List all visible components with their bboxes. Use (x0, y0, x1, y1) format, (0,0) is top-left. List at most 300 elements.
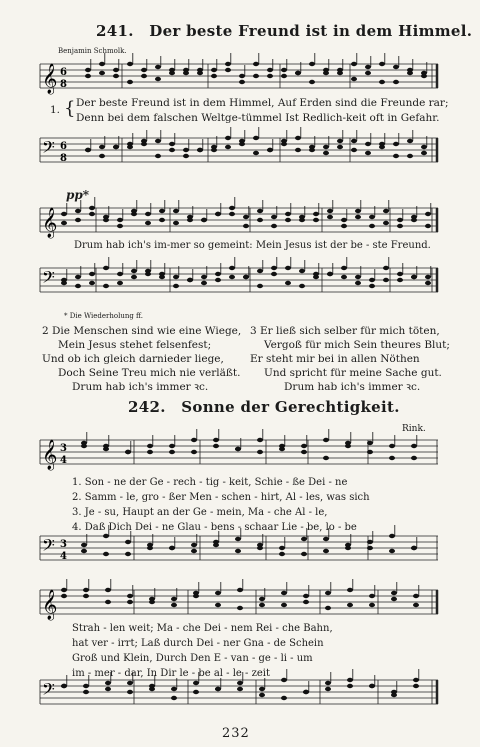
note-head (103, 444, 109, 448)
note-head (345, 444, 351, 448)
note-head (383, 221, 389, 225)
note-head (173, 284, 179, 288)
note-head (337, 139, 343, 143)
hymn-241-number: 241. (96, 22, 134, 40)
note-head (393, 65, 399, 69)
note-head (367, 450, 373, 454)
note-head (229, 266, 235, 270)
note-head (103, 552, 109, 556)
note-head (257, 450, 263, 454)
note-head (169, 546, 175, 550)
note-head (393, 80, 399, 84)
note-head (323, 549, 329, 553)
note-head (325, 591, 331, 595)
note-head (309, 145, 315, 149)
staff-241-s2-treble (40, 204, 440, 244)
note-head (299, 215, 305, 219)
note-head (85, 68, 91, 72)
note-head (83, 594, 89, 598)
note-head (391, 597, 397, 601)
note-head (411, 275, 417, 279)
hymn-241-title (96, 22, 472, 40)
note-head (303, 690, 309, 694)
staff-242-s1-bass (40, 532, 440, 572)
note-head (183, 148, 189, 152)
note-head (257, 209, 263, 213)
verse-241-1-line2: Denn bei dem falschen Weltge-tümmel Ist Redlich-keit oft in Gefahr. (76, 112, 440, 124)
note-head (383, 209, 389, 213)
footnote-241: * Die Wiederholung ff. (64, 312, 143, 320)
note-head (411, 546, 417, 550)
note-head (421, 74, 427, 78)
lyric-line: im - mer - dar, In Dir le - be al - le - zeit (72, 668, 270, 679)
note-head (389, 444, 395, 448)
verse-line: Und spricht für meine Sache gut. (264, 367, 442, 379)
note-head (327, 209, 333, 213)
note-head (127, 62, 133, 66)
note-head (325, 687, 331, 691)
note-head (325, 681, 331, 685)
note-head (141, 74, 147, 78)
note-head (83, 684, 89, 688)
note-head (279, 447, 285, 451)
note-head (237, 687, 243, 691)
note-head (147, 546, 153, 550)
note-head (229, 206, 235, 210)
note-head (243, 215, 249, 219)
note-head (215, 603, 221, 607)
svg-text:𝄢: 𝄢 (42, 535, 55, 559)
note-head (229, 212, 235, 216)
note-head (285, 266, 291, 270)
note-head (407, 139, 413, 143)
note-head (367, 441, 373, 445)
note-head (267, 74, 273, 78)
note-head (243, 275, 249, 279)
lyric-line: Groß und Klein, Durch Den E - van - ge - li - um (72, 653, 313, 664)
note-head (367, 540, 373, 544)
note-head (341, 266, 347, 270)
dynamic-marking: pp* (66, 188, 90, 202)
note-head (379, 62, 385, 66)
note-head (127, 681, 133, 685)
note-head (229, 275, 235, 279)
note-head (351, 139, 357, 143)
lyrics-242-row1 (72, 475, 370, 535)
note-head (355, 215, 361, 219)
note-head (369, 284, 375, 288)
note-head (89, 212, 95, 216)
note-head (383, 266, 389, 270)
note-head (391, 693, 397, 697)
note-head (257, 438, 263, 442)
hymn-241-title-text: Der beste Freund ist in dem Himmel. (149, 22, 473, 40)
note-head (197, 148, 203, 152)
note-head (191, 438, 197, 442)
note-head (285, 281, 291, 285)
note-head (295, 71, 301, 75)
brace: { (64, 98, 76, 119)
svg-text:𝄢: 𝄢 (42, 679, 55, 703)
note-head (281, 603, 287, 607)
note-head (351, 62, 357, 66)
note-head (323, 151, 329, 155)
note-head (155, 77, 161, 81)
note-head (235, 447, 241, 451)
lyric-line: 1. Son - ne der Ge - rech - tig - keit, Schie - ße Dei - ne (72, 477, 348, 488)
svg-text:4: 4 (60, 455, 67, 466)
note-head (145, 272, 151, 276)
note-head (127, 80, 133, 84)
hymn-242-title-text: Sonne der Gerechtigkeit. (181, 398, 400, 416)
note-head (299, 284, 305, 288)
note-head (271, 266, 277, 270)
svg-text:𝄞: 𝄞 (42, 208, 58, 238)
note-head (75, 275, 81, 279)
note-head (239, 74, 245, 78)
hymn-242-composer: Rink. (402, 424, 426, 434)
note-head (197, 68, 203, 72)
note-head (127, 600, 133, 604)
note-head (81, 444, 87, 448)
note-head (279, 546, 285, 550)
note-head (145, 221, 151, 225)
note-head (211, 68, 217, 72)
note-head (369, 224, 375, 228)
note-head (411, 444, 417, 448)
note-head (193, 690, 199, 694)
svg-text:𝄞: 𝄞 (42, 64, 58, 94)
note-head (347, 603, 353, 607)
note-head (171, 603, 177, 607)
note-head (253, 74, 259, 78)
note-head (303, 594, 309, 598)
note-head (105, 600, 111, 604)
note-head (159, 209, 165, 213)
note-head (369, 603, 375, 607)
note-head (211, 148, 217, 152)
note-head (323, 145, 329, 149)
note-head (103, 534, 109, 538)
note-head (389, 534, 395, 538)
note-head (187, 278, 193, 282)
note-head (413, 594, 419, 598)
note-head (103, 266, 109, 270)
note-head (89, 272, 95, 276)
note-head (325, 606, 331, 610)
note-head (125, 450, 131, 454)
verse-line: Mein Jesus stehet felsenfest; (58, 339, 212, 351)
note-head (397, 224, 403, 228)
note-head (257, 269, 263, 273)
note-head (113, 68, 119, 72)
note-head (155, 65, 161, 69)
staff-242-s2-bass (40, 676, 440, 716)
note-head (237, 606, 243, 610)
note-head (259, 687, 265, 691)
note-head (337, 145, 343, 149)
note-head (355, 281, 361, 285)
note-head (193, 681, 199, 685)
note-head (85, 148, 91, 152)
note-head (337, 71, 343, 75)
note-head (159, 218, 165, 222)
note-head (155, 154, 161, 158)
lyric-line: Strah - len weit; Ma - che Dei - nem Rei - che Bahn, (72, 623, 333, 634)
note-head (127, 690, 133, 694)
note-head (369, 684, 375, 688)
note-head (425, 212, 431, 216)
note-head (421, 145, 427, 149)
note-head (215, 687, 221, 691)
svg-text:8: 8 (60, 79, 67, 90)
note-head (169, 450, 175, 454)
note-head (243, 224, 249, 228)
note-head (309, 62, 315, 66)
note-head (149, 684, 155, 688)
note-head (117, 218, 123, 222)
note-head (281, 74, 287, 78)
note-head (171, 696, 177, 700)
verse-line: Vergoß für mich Sein theures Blut; (264, 339, 450, 351)
note-head (253, 151, 259, 155)
note-head (61, 281, 67, 285)
note-head (225, 62, 231, 66)
note-head (379, 142, 385, 146)
note-head (117, 272, 123, 276)
note-head (351, 148, 357, 152)
note-head (89, 281, 95, 285)
note-head (285, 218, 291, 222)
svg-text:𝄢: 𝄢 (42, 137, 55, 161)
note-head (171, 687, 177, 691)
note-head (187, 218, 193, 222)
note-head (215, 278, 221, 282)
note-head (169, 68, 175, 72)
note-head (127, 594, 133, 598)
note-head (103, 284, 109, 288)
note-head (369, 215, 375, 219)
svg-text:𝄞: 𝄞 (42, 590, 58, 620)
note-head (105, 687, 111, 691)
note-head (271, 272, 277, 276)
note-head (313, 218, 319, 222)
note-head (259, 603, 265, 607)
note-head (141, 142, 147, 146)
note-head (393, 142, 399, 146)
note-head (213, 438, 219, 442)
note-head (299, 269, 305, 273)
note-head (131, 212, 137, 216)
note-head (393, 154, 399, 158)
note-head (281, 696, 287, 700)
note-head (411, 218, 417, 222)
note-head (125, 552, 131, 556)
note-head (391, 591, 397, 595)
note-head (169, 444, 175, 448)
note-head (303, 600, 309, 604)
note-head (61, 212, 67, 216)
note-head (279, 552, 285, 556)
note-head (81, 543, 87, 547)
note-head (215, 272, 221, 276)
note-head (313, 212, 319, 216)
svg-text:6: 6 (60, 141, 67, 152)
note-head (99, 62, 105, 66)
note-head (235, 549, 241, 553)
lyric-line: 3. Je - su, Haupt an der Ge - mein, Ma - che Al - le, (72, 507, 328, 518)
note-head (397, 272, 403, 276)
note-head (281, 142, 287, 146)
note-head (169, 142, 175, 146)
staff-242-s1-treble (40, 436, 440, 476)
note-head (113, 145, 119, 149)
note-head (369, 594, 375, 598)
note-head (159, 272, 165, 276)
note-head (383, 278, 389, 282)
note-head (149, 597, 155, 601)
note-head (389, 456, 395, 460)
svg-text:8: 8 (60, 153, 67, 164)
note-head (285, 212, 291, 216)
note-head (411, 456, 417, 460)
note-head (173, 275, 179, 279)
note-head (341, 218, 347, 222)
note-head (201, 275, 207, 279)
note-head (327, 215, 333, 219)
note-head (169, 148, 175, 152)
note-head (117, 224, 123, 228)
note-head (323, 456, 329, 460)
note-head (327, 272, 333, 276)
note-head (75, 284, 81, 288)
note-head (225, 68, 231, 72)
note-head (113, 74, 119, 78)
note-head (271, 224, 277, 228)
note-head (155, 139, 161, 143)
note-head (323, 438, 329, 442)
note-head (351, 77, 357, 81)
note-head (81, 549, 87, 553)
note-head (61, 684, 67, 688)
note-head (61, 221, 67, 225)
note-head (257, 284, 263, 288)
note-head (213, 444, 219, 448)
staff-242-s2-treble (40, 586, 440, 626)
svg-text:3: 3 (60, 539, 67, 550)
note-head (407, 71, 413, 75)
note-head (397, 278, 403, 282)
note-head (131, 269, 137, 273)
note-head (85, 74, 91, 78)
refrain-241: Drum hab ich's im-mer so gemeint: Mein Jesus ist der be - ste Freund. (74, 240, 431, 251)
note-head (191, 543, 197, 547)
note-head (347, 678, 353, 682)
verse-line: Er steht mir bei in allen Nöthen (250, 353, 420, 365)
note-head (173, 209, 179, 213)
note-head (367, 546, 373, 550)
note-head (191, 549, 197, 553)
svg-text:3: 3 (60, 443, 67, 454)
note-head (397, 218, 403, 222)
note-head (201, 281, 207, 285)
note-head (127, 145, 133, 149)
note-head (355, 275, 361, 279)
note-head (271, 215, 277, 219)
verse-line: 2 Die Menschen sind wie eine Wiege, (42, 325, 242, 337)
note-head (347, 588, 353, 592)
note-head (147, 450, 153, 454)
note-head (341, 275, 347, 279)
note-head (215, 212, 221, 216)
note-head (201, 218, 207, 222)
note-head (309, 80, 315, 84)
note-head (89, 206, 95, 210)
note-head (105, 588, 111, 592)
note-head (145, 212, 151, 216)
note-head (347, 684, 353, 688)
note-head (75, 218, 81, 222)
note-head (253, 62, 259, 66)
note-head (323, 71, 329, 75)
verses-241-left (42, 324, 241, 394)
note-head (365, 71, 371, 75)
svg-text:4: 4 (60, 551, 67, 562)
note-head (239, 80, 245, 84)
svg-text:𝄢: 𝄢 (42, 267, 55, 291)
note-head (407, 154, 413, 158)
note-head (225, 145, 231, 149)
note-head (213, 540, 219, 544)
note-head (413, 603, 419, 607)
note-head (237, 681, 243, 685)
note-head (257, 218, 263, 222)
note-head (355, 209, 361, 213)
hymn-241-composer: Benjamin Schmolk. (58, 47, 127, 55)
note-head (365, 151, 371, 155)
note-head (295, 148, 301, 152)
note-head (379, 80, 385, 84)
note-head (183, 154, 189, 158)
note-head (239, 142, 245, 146)
note-head (267, 148, 273, 152)
staff-241-s1-bass (40, 134, 440, 174)
note-head (301, 537, 307, 541)
note-head (191, 450, 197, 454)
lyric-line: hat ver - irrt; Laß durch Dei - ner Gna - de Schein (72, 638, 324, 649)
note-head (61, 588, 67, 592)
note-head (413, 684, 419, 688)
note-head (211, 74, 217, 78)
note-head (301, 552, 307, 556)
note-head (425, 224, 431, 228)
note-head (345, 543, 351, 547)
verse-line: Und ob ich gleich darnieder liege, (42, 353, 224, 365)
note-head (131, 275, 137, 279)
note-head (117, 281, 123, 285)
svg-text:𝄞: 𝄞 (42, 440, 58, 470)
note-head (103, 218, 109, 222)
note-head (75, 209, 81, 213)
note-head (173, 221, 179, 225)
note-head (83, 690, 89, 694)
note-head (183, 71, 189, 75)
note-head (301, 450, 307, 454)
note-head (215, 591, 221, 595)
hymn-242-title (128, 398, 400, 416)
note-head (61, 594, 67, 598)
note-head (253, 136, 259, 140)
